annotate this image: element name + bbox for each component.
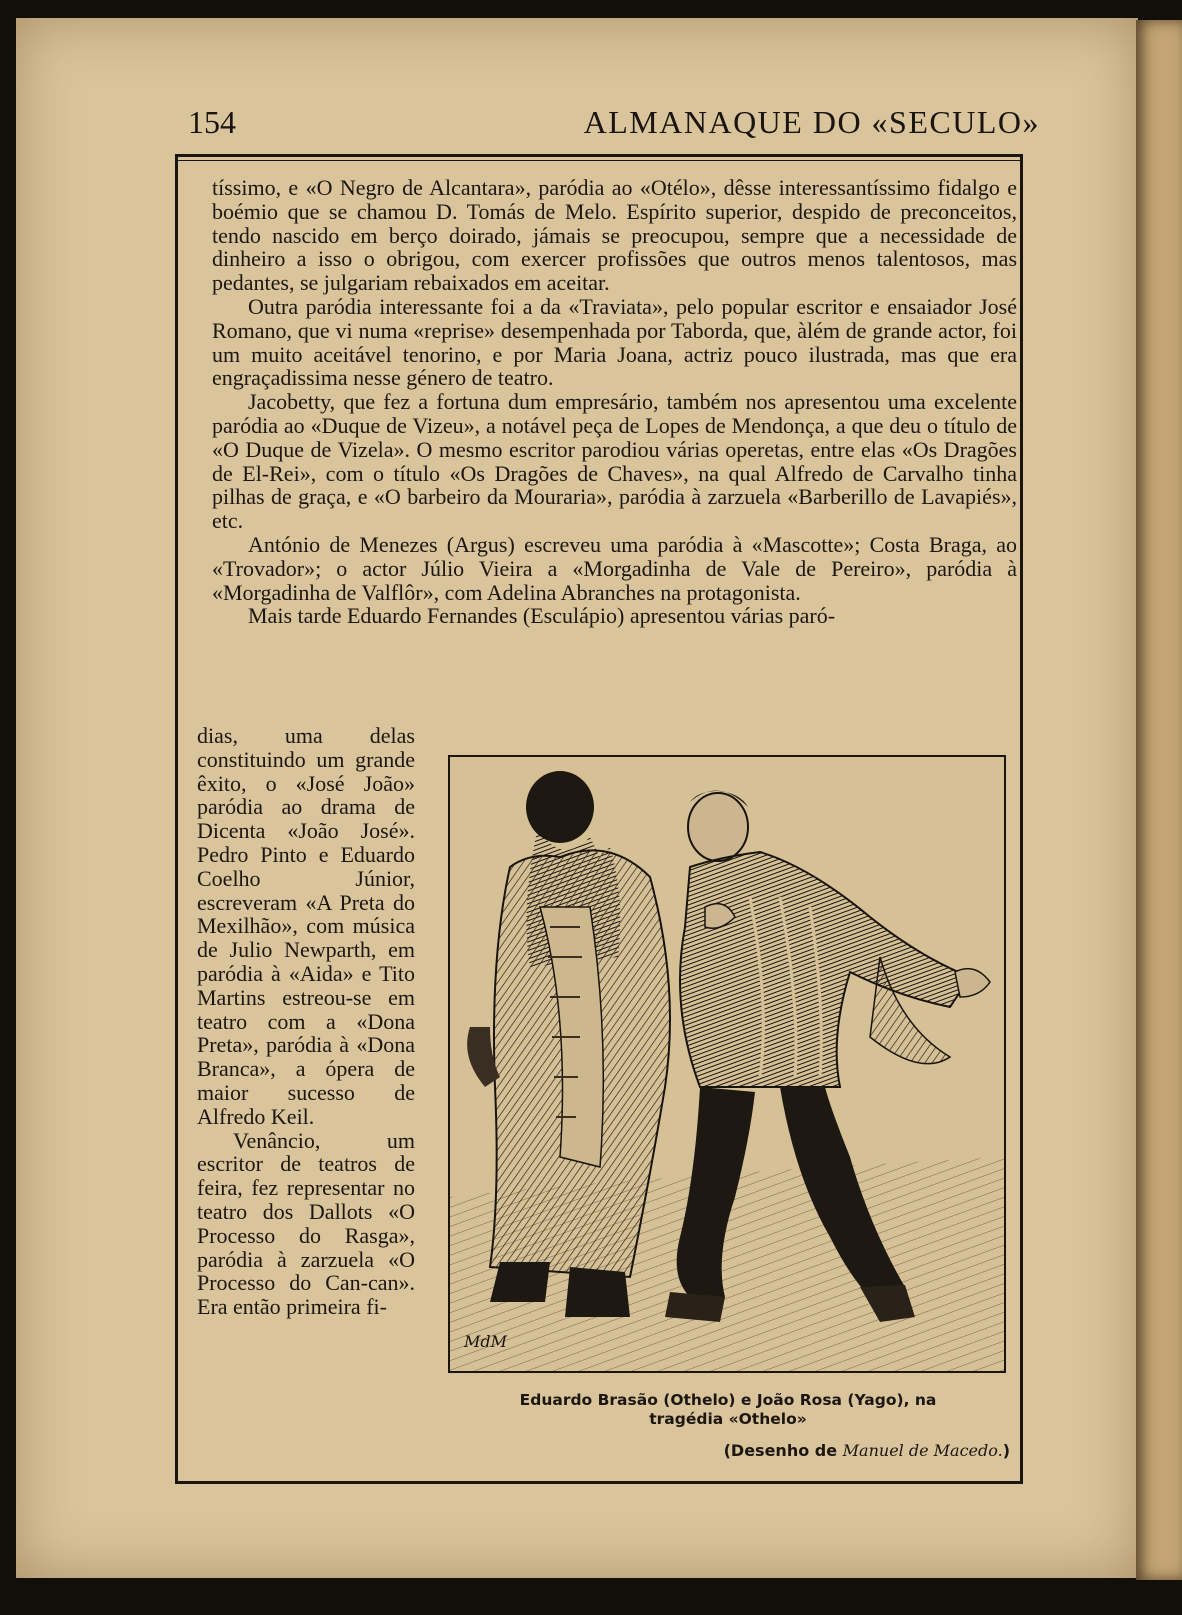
narrow-column xyxy=(197,724,415,1319)
figure-caption xyxy=(448,1391,1008,1429)
frame-rule xyxy=(175,160,1023,161)
caption-line: tragédia «Othelo» xyxy=(649,1410,807,1428)
caption-line: Eduardo Brasão (Othelo) e João Rosa (Yago), na xyxy=(519,1391,937,1409)
credit-prefix: (Desenho de xyxy=(723,1441,843,1460)
paragraph: António de Menezes (Argus) escreveu uma paródia à «Mascotte»; Costa Braga, ao «Trovador»; o actor Júlio Vieira a «Morgadinha de Vale de Pereiro», paródia à «Morgadinha de Valflôr», com Adelina Abranches na protagonista. xyxy=(212,531,1017,605)
credit-suffix: ) xyxy=(1002,1441,1010,1460)
engraving-drawing xyxy=(450,757,1004,1371)
page-number: 154 xyxy=(188,104,236,140)
figure-credit xyxy=(630,1441,1010,1460)
main-text xyxy=(212,176,1017,628)
paragraph: dias, uma delas constituindo um grande êxito, o «José João» paródia ao drama de Dicenta «João José». Pedro Pinto e Eduardo Coelho Júnior, escreveram «A Preta do Mexilhão», com música de Julio Newparth, em paródia à «Aida» e Tito Martins estreou-se em teatro com a «Dona Preta», paródia à «Dona Branca», a ópera de maior sucesso de Alfredo Keil. xyxy=(197,723,415,1129)
paragraph: Venâncio, um escritor de teatros de feira, fez representar no teatro dos Dallots «O Processo do Rasga», paródia à zarzuela «O Processo do Can-can». Era então primeira fi- xyxy=(197,1127,415,1320)
paragraph: Mais tarde Eduardo Fernandes (Esculápio) apresentou várias paró- xyxy=(248,603,836,629)
paragraph: tíssimo, e «O Negro de Alcantara», paródia ao «Otélo», dêsse interessantíssimo fidalgo e boémio que se chamou D. Tomás de Melo. Espírito superior, despido de preconceitos, tendo nascido em berço doirado, jámais se preocupou, sempre que a necessidade de dinheiro a isso o obrigou, com exercer profissões que outros menos talentosos, mas pedantes, se julgariam rebaixados em aceitar. xyxy=(212,175,1017,296)
paragraph: Jacobetty, que fez a fortuna dum empresário, também nos apresentou uma excelente paródia ao «Duque de Vizeu», a notável peça de Lopes de Mendonça, a que deu o título de «O Duque de Vizela». O mesmo escritor parodiou várias operetas, entre elas «Os Dragões de El-Rei», com o título «Os Dragões de Chaves», na qual Alfredo de Carvalho tinha pilhas de graça, e «O barbeiro da Mouraria», paródia à zarzuela «Barberillo de Lavapiés», etc. xyxy=(212,389,1017,534)
page-header xyxy=(170,88,1040,144)
paragraph: Outra paródia interessante foi a da «Traviata», pelo popular escritor e ensaiador José Romano, que vi numa «reprise» desempenhada por Taborda, que, àlém de grande actor, foi um muito aceitável tenorino, e por Maria Joana, actriz pouco ilustrada, mas que era engraçadissima nesse género de teatro. xyxy=(212,293,1017,391)
engraving-illustration xyxy=(448,755,1006,1373)
credit-artist: Manuel de Macedo. xyxy=(842,1441,1003,1460)
running-head: ALMANAQUE DO «SECULO» xyxy=(583,104,1040,140)
book-spine xyxy=(1136,20,1182,1580)
artist-monogram: MdM xyxy=(464,1332,508,1351)
